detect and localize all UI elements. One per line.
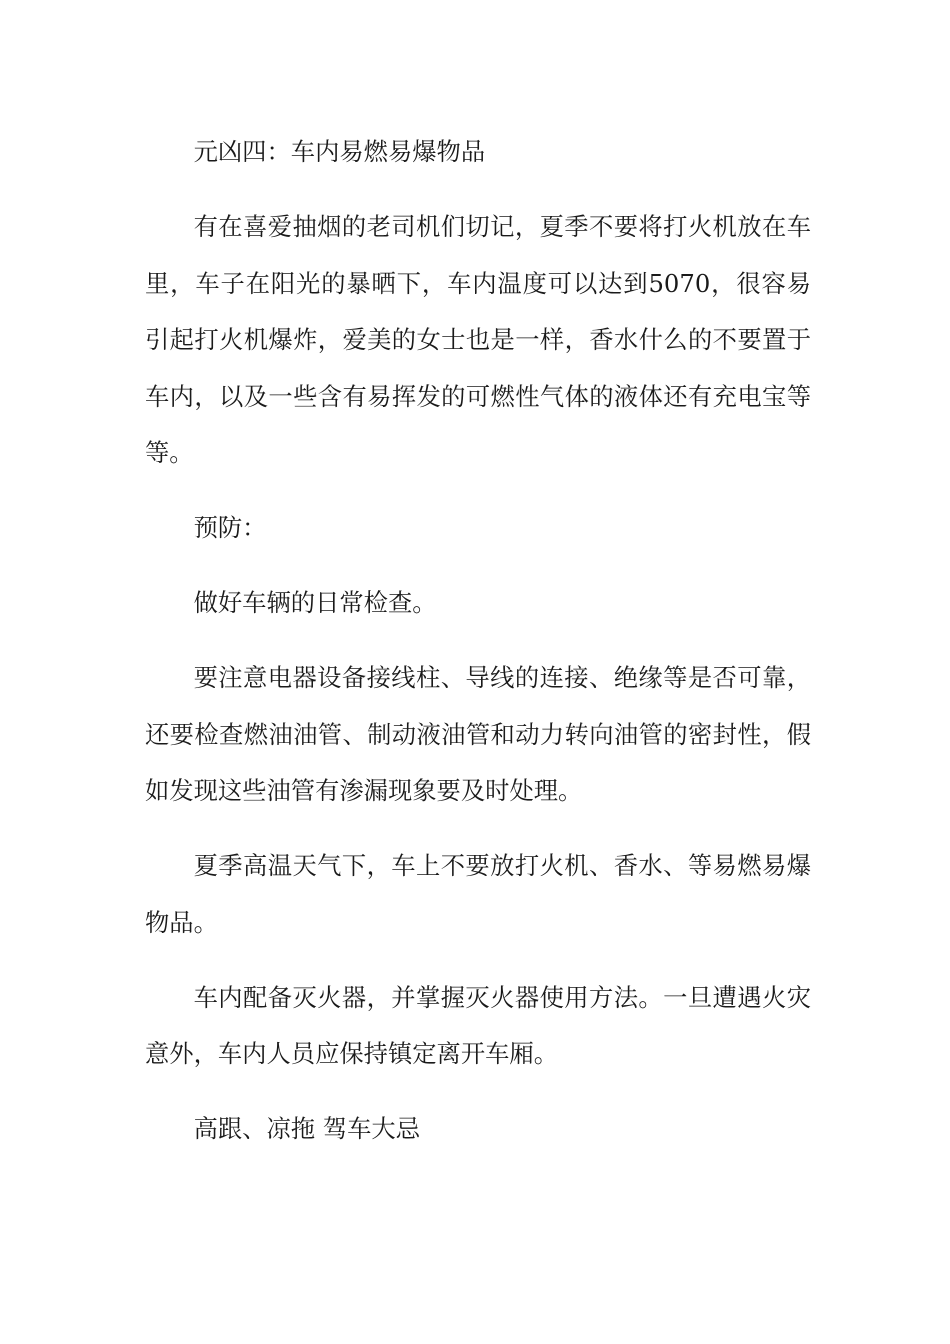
paragraph: 车内配备灭火器，并掌握灭火器使用方法。一旦遭遇火灾意外，车内人员应保持镇定离开车厢。 [145,982,811,1068]
document-body [145,124,811,1158]
paragraph: 做好车辆的日常检查。 [193,588,437,617]
subheading: 预防： [193,513,267,542]
section-heading: 高跟、凉拖 驾车大忌 [193,1114,420,1143]
paragraph: 要注意电器设备接线柱、导线的连接、绝缘等是否可靠，还要检查燃油油管、制动液油管和动力转向油管的密封性，假如发现这些油管有渗漏现象要及时处理。 [145,663,811,805]
paragraph: 有在喜爱抽烟的老司机们切记，夏季不要将打火机放在车里，车子在阳光的暴晒下，车内温度可以达到5070，很容易引起打火机爆炸，爱美的女士也是一样，香水什么的不要置于车内，以及一些含有易挥发的可燃性气体的液体还有充电宝等等。 [145,212,811,467]
section-heading: 元凶四：车内易燃易爆物品 [193,137,486,166]
paragraph: 夏季高温天气下，车上不要放打火机、香水、等易燃易爆物品。 [145,851,811,937]
